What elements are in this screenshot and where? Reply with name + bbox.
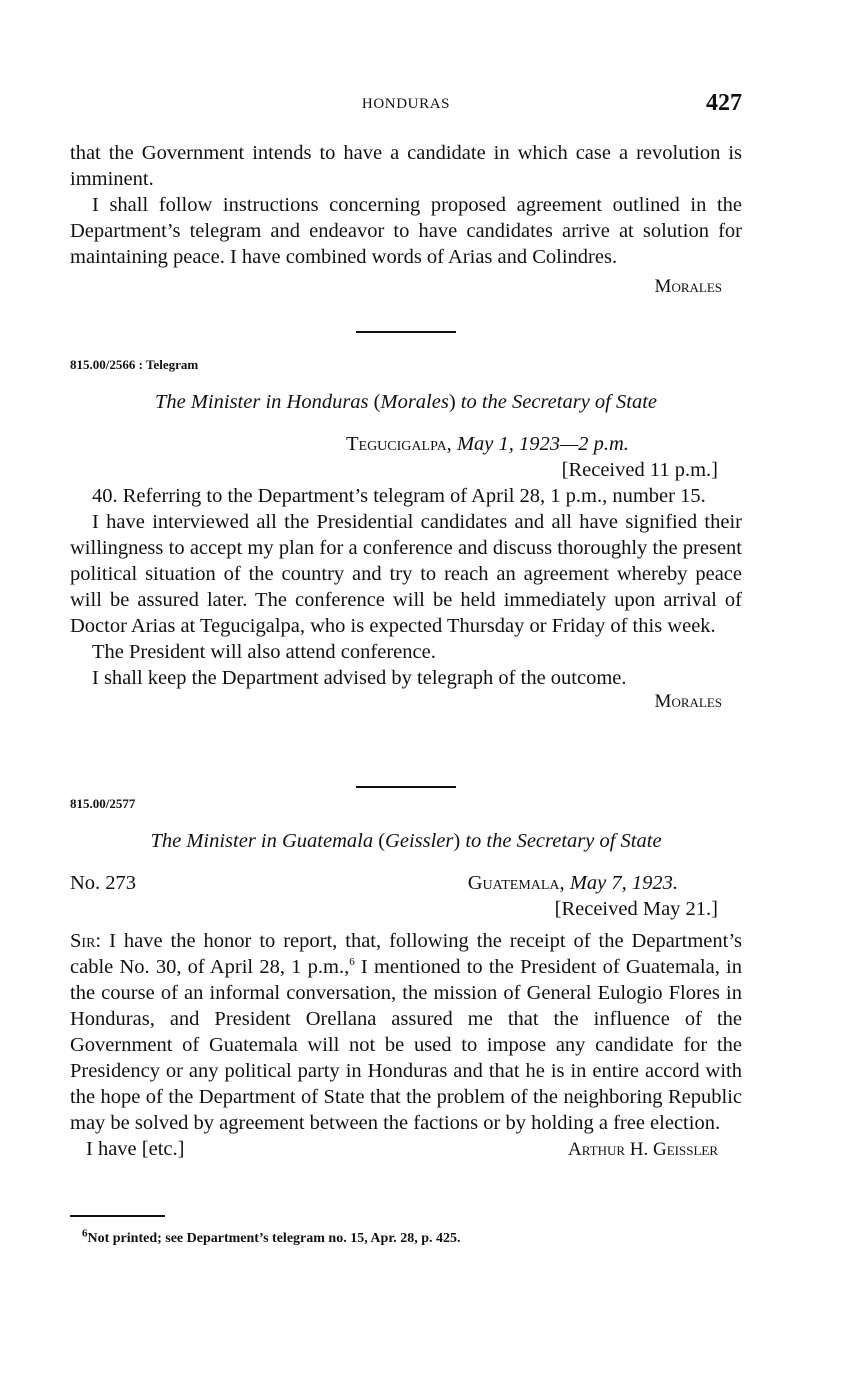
running-title: HONDURAS bbox=[361, 96, 451, 112]
despatch-document bbox=[70, 796, 742, 1163]
date: May 1, 1923—2 p.m. bbox=[451, 433, 629, 455]
paragraph: that the Government intends to have a candidate in which case a revolution is imminent. bbox=[70, 142, 742, 190]
place: Tegucigalpa, bbox=[346, 433, 452, 455]
signature: Morales bbox=[654, 276, 722, 297]
salutation: Sir bbox=[70, 930, 96, 952]
continued-telegram bbox=[70, 140, 742, 298]
file-number: 815.00/2566 : Telegram bbox=[70, 357, 199, 372]
heading-name: Geissler bbox=[385, 830, 454, 852]
paragraph: I shall follow instructions concerning proposed agreement outlined in the Department’s telegram and endeavor to have candidates arrive at solution for maintaining peace. I have combined words of Arias and Colindres. bbox=[70, 194, 742, 268]
heading-title: The Minister in Honduras bbox=[154, 391, 369, 413]
footnote bbox=[70, 1227, 742, 1247]
heading-rest: to the Secretary of State bbox=[455, 391, 657, 413]
heading-title: The Minister in Guatemala bbox=[150, 830, 374, 852]
file-number: 815.00/2577 bbox=[70, 796, 136, 811]
footnote-marker: 6 bbox=[82, 1227, 88, 1240]
page-header bbox=[70, 90, 742, 120]
signature: Morales bbox=[654, 691, 722, 712]
closing-line bbox=[70, 1136, 742, 1163]
footnote-text: Not printed; see Department’s telegram no. 15, Apr. 28, p. 425. bbox=[87, 1231, 461, 1246]
footnote-rule bbox=[70, 1215, 165, 1217]
paragraph: Sir: I have the honor to report, that, following the receipt of the Department’s cable No. 30, of April 28, 1 p.m.,$^6$ I mentioned to the President of Guatemala, in the course of an informal conversation, the mission of General Eulogio Flores in Honduras, and President Orellana assured me that the influence of the Government of Guatemala will not be used to impose any candidate for the Presidency or any political party in Honduras and that he is in entire accord with the hope of the Department of State that the problem of the neighboring Republic may be solved by agreement between the factions or by holding a free election. bbox=[70, 930, 742, 1134]
despatch-number: No. 273 bbox=[70, 872, 137, 894]
document-heading: The Minister in Honduras (Morales) to the Secretary of State bbox=[154, 391, 657, 413]
paragraph: I have interviewed all the Presidential candidates and all have signified their willingness to accept my plan for a conference and discuss thoroughly the present political situation of the country and try to reach an agreement whereby peace will be assured later. The conference will be held immediately upon arrival of Doctor Arias at Tegucigalpa, who is expected Thursday or Friday of this week. bbox=[70, 511, 742, 637]
dateline bbox=[70, 431, 742, 457]
dateline bbox=[70, 870, 742, 896]
heading-rest: to the Secretary of State bbox=[460, 830, 662, 852]
received-note: [Received 11 p.m.] bbox=[561, 459, 718, 481]
paragraph: The President will also attend conference. bbox=[92, 641, 436, 663]
place-date bbox=[468, 870, 742, 896]
footnote-reference: 6 bbox=[349, 956, 355, 969]
heading-name: Morales bbox=[380, 391, 449, 413]
place: Guatemala, bbox=[467, 872, 565, 894]
document-heading: The Minister in Guatemala (Geissler) to the Secretary of State bbox=[150, 830, 662, 852]
section-divider bbox=[70, 786, 742, 788]
section-divider bbox=[70, 331, 742, 333]
page-number: 427 bbox=[706, 90, 742, 116]
closing: I have [etc.] bbox=[86, 1138, 185, 1160]
telegram-document bbox=[70, 357, 742, 713]
received-note: [Received May 21.] bbox=[554, 898, 718, 920]
date: May 7, 1923. bbox=[564, 872, 678, 894]
paragraph: 40. Referring to the Department’s telegram of April 28, 1 p.m., number 15. bbox=[92, 485, 706, 507]
signature: Arthur H. Geissler bbox=[568, 1139, 718, 1160]
footnote-section bbox=[70, 1215, 742, 1247]
paragraph: I shall keep the Department advised by telegraph of the outcome. bbox=[92, 667, 627, 689]
